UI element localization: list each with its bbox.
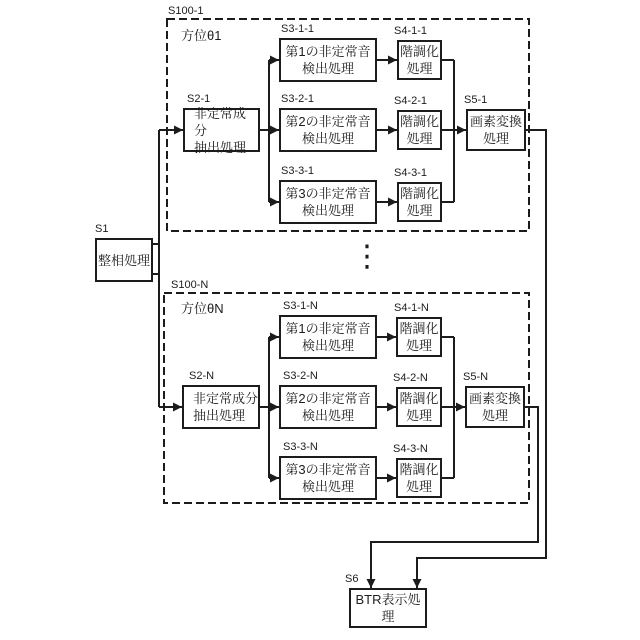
node-detection-1-n bbox=[279, 315, 377, 359]
step-label-s4-1-1: S4-1-1 bbox=[394, 25, 428, 37]
step-label-s3-2-n: S3-2-N bbox=[283, 370, 318, 382]
group-label-s100-n: S100-N bbox=[171, 279, 209, 291]
step-label-s2-1: S2-1 bbox=[187, 93, 211, 105]
node-text: 階調化 処理 bbox=[399, 186, 439, 218]
node-nonstationary-extraction-1 bbox=[183, 105, 260, 155]
step-label-s4-3-n: S4-3-N bbox=[393, 443, 428, 455]
node-detection-1-1 bbox=[279, 38, 377, 82]
node-phasing-process bbox=[95, 238, 153, 282]
node-text: 第1の非定常音 検出処理 bbox=[285, 44, 371, 76]
step-label-s3-1-n: S3-1-N bbox=[283, 300, 318, 312]
step-label-s3-1-1: S3-1-1 bbox=[281, 23, 315, 35]
node-text: 階調化 処理 bbox=[399, 321, 439, 353]
step-label-s3-2-1: S3-2-1 bbox=[281, 93, 315, 105]
vertical-ellipsis: ⋮ bbox=[352, 240, 382, 273]
group-label-s100-1: S100-1 bbox=[168, 5, 204, 17]
node-text: 第1の非定常音 検出処理 bbox=[285, 321, 371, 353]
node-text: 画素変換 処理 bbox=[469, 114, 522, 146]
node-text: 非定常成分 抽出処理 bbox=[194, 105, 247, 155]
node-text: 階調化 処理 bbox=[399, 114, 439, 146]
step-label-s1: S1 bbox=[95, 223, 109, 235]
node-text: 整相処理 bbox=[97, 252, 150, 268]
node-text: 階調化 処理 bbox=[399, 462, 439, 494]
node-pixel-conversion-n bbox=[465, 386, 525, 428]
node-gradation-3-1 bbox=[397, 182, 442, 222]
step-label-s2-n: S2-N bbox=[189, 370, 215, 382]
group-caption-theta-n: 方位θN bbox=[181, 301, 224, 316]
node-detection-2-n bbox=[279, 385, 377, 429]
node-pixel-conversion-1 bbox=[466, 109, 526, 151]
step-label-s4-2-1: S4-2-1 bbox=[394, 95, 428, 107]
step-label-s5-1: S5-1 bbox=[464, 94, 488, 106]
node-btr-display-process bbox=[349, 588, 427, 628]
step-label-s3-3-n: S3-3-N bbox=[283, 441, 318, 453]
node-gradation-2-1 bbox=[397, 110, 442, 150]
node-text: 第3の非定常音 検出処理 bbox=[285, 462, 371, 494]
node-text: 第3の非定常音 検出処理 bbox=[285, 186, 371, 218]
step-label-s6: S6 bbox=[345, 573, 359, 585]
node-text: 画素変換 処理 bbox=[468, 391, 521, 423]
node-text: BTR表示処理 bbox=[355, 592, 421, 624]
node-text: 第2の非定常音 検出処理 bbox=[285, 114, 371, 146]
node-gradation-1-1 bbox=[397, 40, 442, 80]
step-label-s3-3-1: S3-3-1 bbox=[281, 165, 315, 177]
node-gradation-1-n bbox=[396, 317, 442, 357]
step-label-s4-1-n: S4-1-N bbox=[394, 302, 429, 314]
step-label-s5-n: S5-N bbox=[463, 371, 489, 383]
node-detection-2-1 bbox=[279, 108, 377, 152]
node-detection-3-1 bbox=[279, 180, 377, 224]
node-detection-3-n bbox=[279, 456, 377, 500]
node-text: 非定常成分 抽出処理 bbox=[193, 391, 259, 423]
node-nonstationary-extraction-n bbox=[182, 385, 260, 429]
step-label-s4-3-1: S4-3-1 bbox=[394, 167, 428, 179]
node-gradation-2-n bbox=[396, 387, 442, 427]
step-label-s4-2-n: S4-2-N bbox=[393, 372, 428, 384]
node-gradation-3-n bbox=[396, 458, 442, 498]
group-caption-theta-1: 方位θ1 bbox=[181, 28, 222, 43]
node-text: 階調化 処理 bbox=[399, 391, 439, 423]
node-text: 第2の非定常音 検出処理 bbox=[285, 391, 371, 423]
node-text: 階調化 処理 bbox=[399, 44, 439, 76]
